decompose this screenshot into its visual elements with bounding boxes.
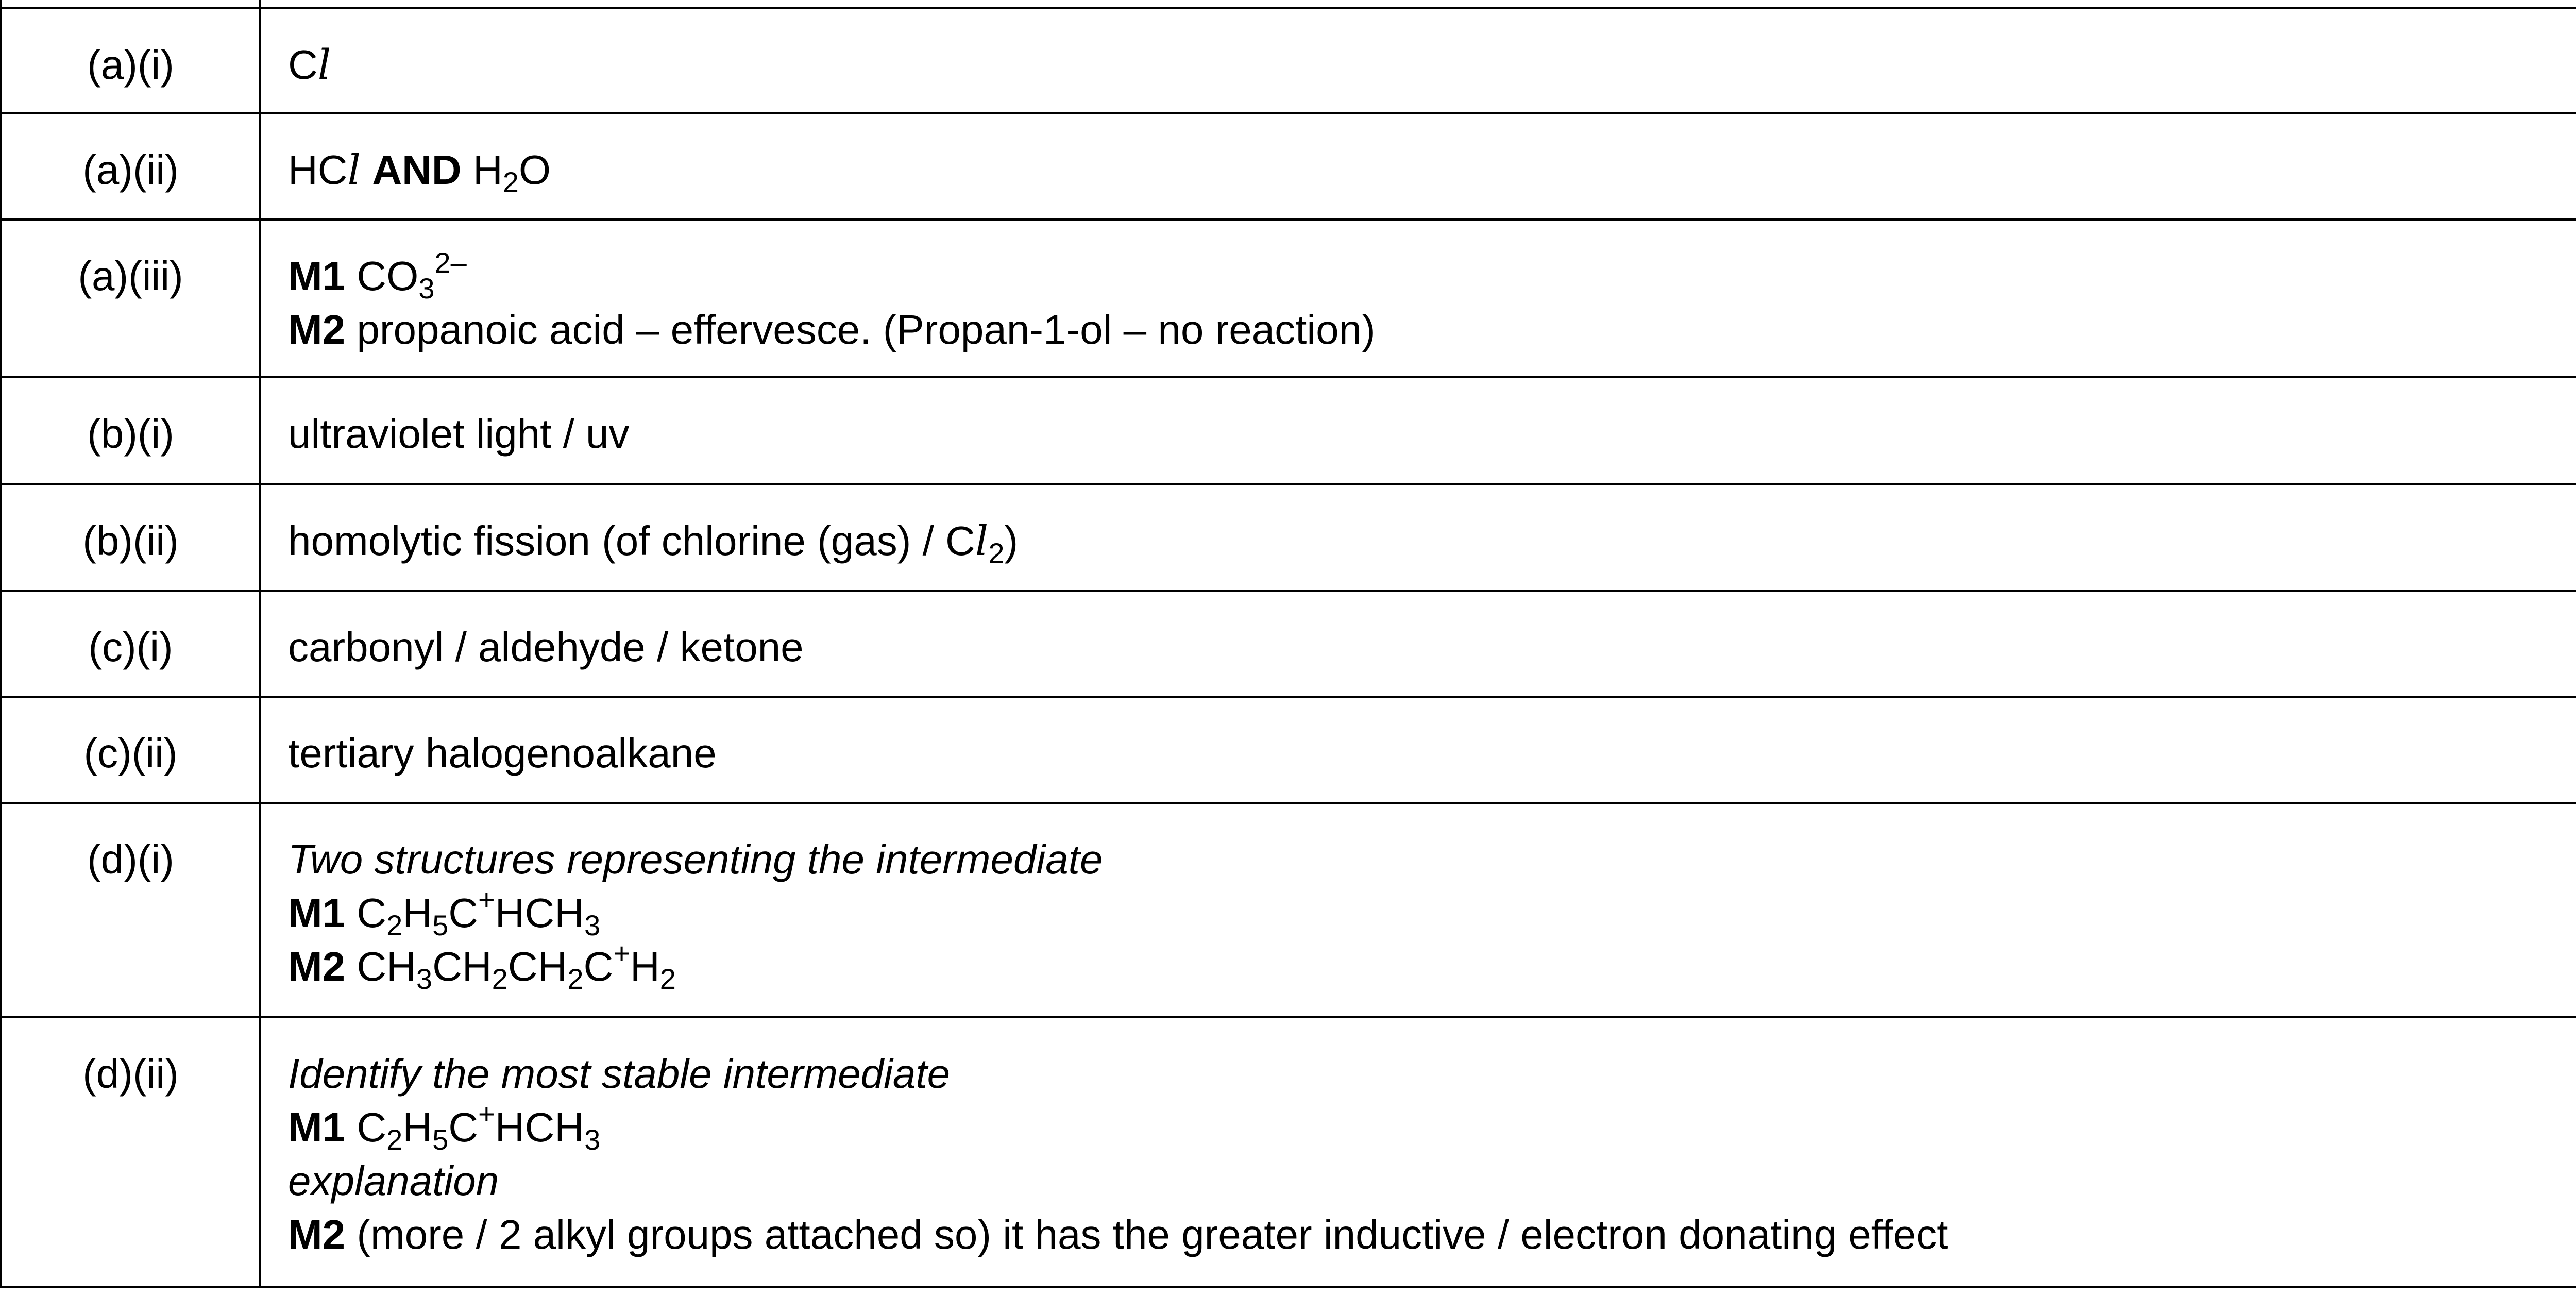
answer-cell: [260, 484, 2576, 591]
question-number: (b)(i): [1, 377, 260, 484]
question-number: (d)(i): [1, 803, 260, 1017]
answer-cell: [260, 113, 2576, 220]
table-row: [1, 113, 2576, 220]
answer-line-m2: M2 propanoic acid – effervesce. (Propan-1-ol – no reaction): [288, 307, 1376, 352]
answer-cell: [260, 220, 2576, 377]
answer-line-m2: M2 $CH_3CH_2CH_2C^+H_2$: [288, 937, 676, 995]
table-row: [1, 8, 2576, 113]
table-row: [1, 484, 2576, 591]
question-number: (a)(i): [1, 8, 260, 113]
question-number: (b)(ii): [1, 484, 260, 591]
question-number: (a)(ii): [1, 113, 260, 220]
table-row: [1, 1017, 2576, 1287]
answer-cell: [260, 8, 2576, 113]
answer-text: HCl AND $H_2O$: [288, 146, 551, 198]
answer-cell: ultraviolet light / uv: [260, 377, 2576, 484]
answer-line-m1: M1 $C_2H_5C^+HCH_3$: [288, 1098, 601, 1156]
answer-line-m1: M1 $CO_3^{2-}$: [288, 246, 467, 305]
answer-line-m1: M1 $C_2H_5C^+HCH_3$: [288, 883, 601, 941]
answer-heading: Identify the most stable intermediate: [288, 1051, 951, 1097]
table-row: [1, 803, 2576, 1017]
table-row: [1, 220, 2576, 377]
answer-cell: carbonyl / aldehyde / ketone: [260, 591, 2576, 697]
answer-subheading: explanation: [288, 1158, 499, 1204]
question-number: (d)(ii): [1, 1017, 260, 1287]
table-top-stub: [1, 0, 2576, 8]
answer-cell: [260, 803, 2576, 1017]
answer-text: homolytic fission (of chlorine $(gas) / Cl_2$): [288, 517, 1019, 569]
question-number: (c)(i): [1, 591, 260, 697]
table-row: [1, 697, 2576, 803]
answer-cell: tertiary halogenoalkane: [260, 697, 2576, 803]
answer-line-m2: M2 (more / 2 alkyl groups attached so) it has the greater inductive / electron donating effect: [288, 1212, 1948, 1257]
answer-text: Cl: [288, 41, 331, 89]
table-row: [1, 377, 2576, 484]
answer-cell: [260, 1017, 2576, 1287]
question-number: (c)(ii): [1, 697, 260, 803]
table-row: [1, 591, 2576, 697]
answer-heading: Two structures representing the intermediate: [288, 836, 1103, 882]
question-number: (a)(iii): [1, 220, 260, 377]
